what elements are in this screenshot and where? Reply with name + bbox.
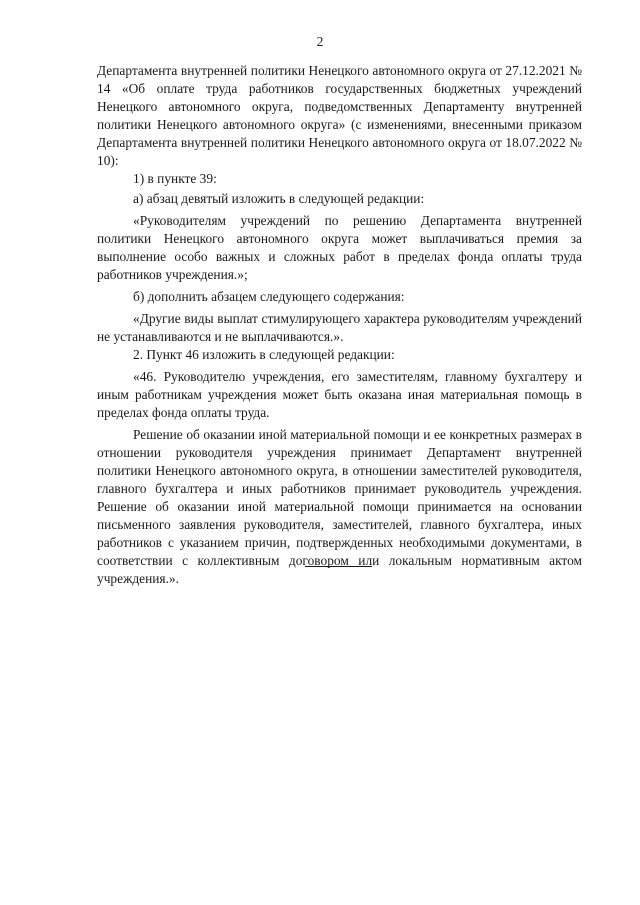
paragraph-subitem-b: б) дополнить абзацем следующего содержания: [133,289,405,304]
paragraph-item-2: 2. Пункт 46 изложить в следующей редакции: [133,347,395,362]
document-body [97,62,582,588]
paragraph-preamble: Департамента внутренней политики Ненецкого автономного округа от 27.12.2021 № 14 «Об оплате труда работников государственных бюджетных учреждений Ненецкого автономного округа, подведомственных Департаменту внутренней политики Ненецкого автономного округа» (с изменениями, внесенными приказом Департамента внутренней политики Ненецкого автономного округа от 18.07.2022 № 10): [97,63,582,168]
paragraph-quote-bonus: «Руководителям учреждений по решению Департамента внутренней политики Ненецкого автономного округа может выплачиваться премия за выполнение особо важных и сложных работ в пределах фонда оплаты труда работников учреждения.»; [97,213,582,282]
page-number: 2 [316,34,324,49]
paragraph-quote-item-46: «46. Руководителю учреждения, его заместителям, главному бухгалтеру и иным работникам учреждения может быть оказана иная материальная помощь в пределах фонда оплаты труда. [97,369,582,420]
paragraph-material-aid-decision: Решение об оказании иной материальной помощи и ее конкретных размерах в отношении руководителя учреждения принимает Департамент внутренней политики Ненецкого автономного округа, в отношении заместителей руководителя, главного бухгалтера и иных работников принимает руководитель учреждения. Решение об оказании иной материальной помощи принимается на основании письменного заявления руководителя, заместителей, главного бухгалтера, иных работников с указанием причин, подтвержденных необходимыми документами, в соответствии с коллективным договором или локальным нормативным актом учреждения.». [97,427,582,586]
paragraph-subitem-a: а) абзац девятый изложить в следующей редакции: [133,191,425,206]
document-end-divider [305,566,372,567]
paragraph-item-1: 1) в пункте 39: [133,171,217,186]
paragraph-quote-other-payments: «Другие виды выплат стимулирующего характера руководителям учреждений не устанавливаются и не выплачиваются.». [97,311,582,344]
